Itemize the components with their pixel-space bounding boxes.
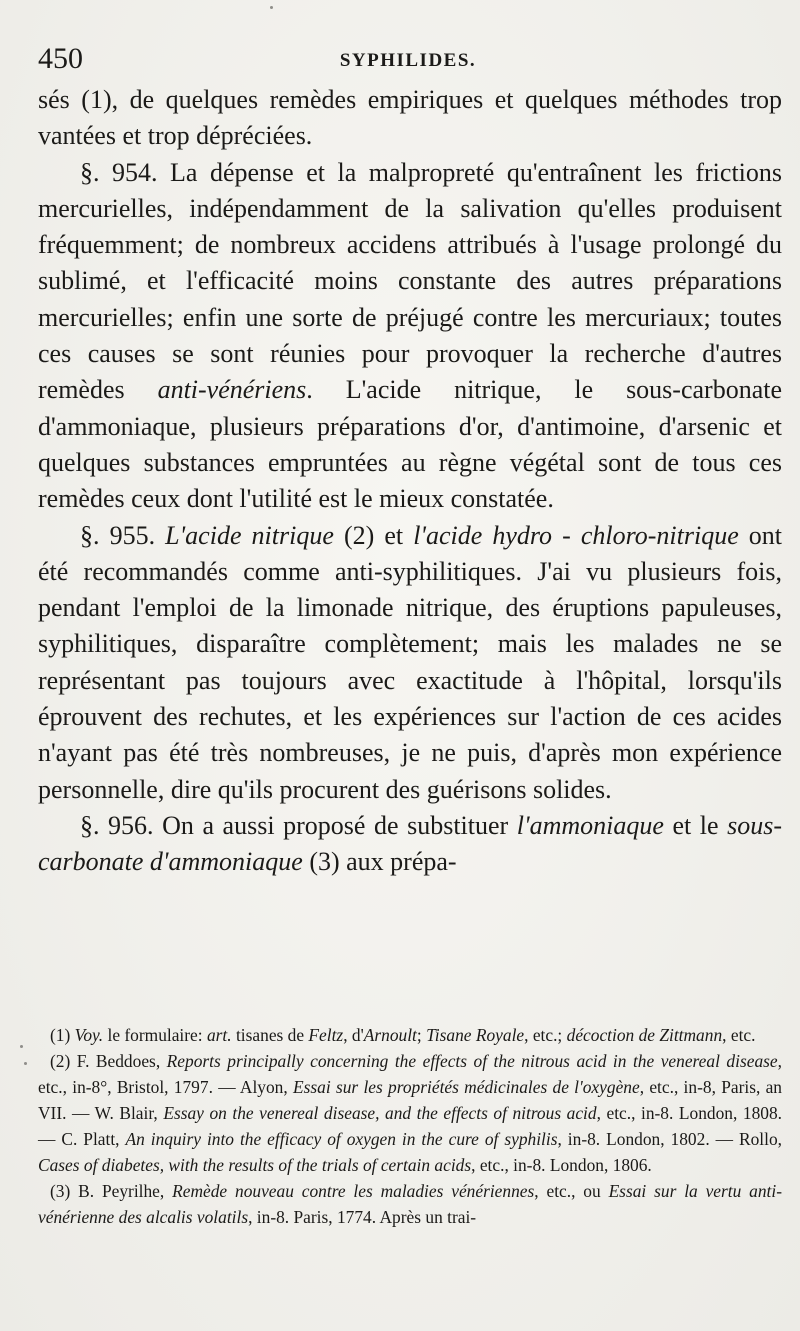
paper-speck: [270, 6, 273, 9]
paragraph-956: §. 956. On a aussi proposé de substituer l'ammoniaque et le sous-carbonate d'ammoniaque (3) aux prépa-: [38, 810, 783, 877]
section-number: §. 955.: [80, 520, 156, 550]
footnote-2: (2) F. Beddoes, Reports principally concerning the effects of the nitrous acid in the venereal disease, etc., in-8°, Bristol, 1797. — Alyon, Essai sur les propriétés médicinales de l'oxygène, etc., in-8, Paris, an VII. — W. Blair, Essay on the venereal disease, and the effects of nitrous acid, etc., in-8. London, 1808. — C. Platt, An inquiry into the efficacy of oxygen in the cure of syphilis, in-8. London, 1802. — Rollo, Cases of diabetes, with the results of the trials of certain acids, etc., in-8. London, 1806.: [38, 1051, 783, 1175]
page-number: 450: [38, 42, 83, 75]
body-text: [38, 82, 782, 881]
running-title: SYPHILIDES.: [339, 50, 477, 71]
paper-speck: [24, 1062, 27, 1065]
paragraph-954: §. 954. La dépense et la malpropreté qu'entraînent les frictions mercurielles, indépendamment de la salivation qu'elles produisent fréquemment; de nombreux accidens attribués à l'usage prolongé du sublimé, et l'efficacité moins constante des autres préparations mercurielles; enfin une sorte de préjugé contre les mercuriaux; toutes ces causes se sont réunies pour provoquer la recherche d'autres remèdes anti-vénériens. L'acide nitrique, le sous-carbonate d'ammoniaque, plusieurs préparations d'or, d'antimoine, d'arsenic et quelques substances empruntées au règne végétal sont de tous ces remèdes ceux dont l'utilité est le mieux constatée.: [38, 157, 783, 514]
footnote-3: (3) B. Peyrilhe, Remède nouveau contre les maladies vénériennes, etc., ou Essai sur la vertu anti-vénérienne des alcalis volatils, in-8. Paris, 1774. Après un trai-: [38, 1181, 783, 1227]
paragraph-continuation: sés (1), de quelques remèdes empiriques et quelques méthodes trop vantées et trop dépréciées.: [38, 85, 782, 151]
running-head: [38, 42, 778, 78]
footnote-1: (1) Voy. le formulaire: art. tisanes de Feltz, d'Arnoult; Tisane Royale, etc.; décoction de Zittmann, etc.: [50, 1025, 756, 1045]
section-number: §. 956.: [80, 810, 154, 840]
paper-speck: [20, 1045, 23, 1048]
paragraph-955: §. 955. L'acide nitrique (2) et l'acide hydro - chloro-nitrique ont été recommandés comme anti-syphilitiques. J'ai vu plusieurs fois, pendant l'emploi de la limonade nitrique, des éruptions papuleuses, syphilitiques, disparaître complètement; mais les malades ne se représentant pas toujours avec exactitude à l'hôpital, lorsqu'ils éprouvent des rechutes, et les expériences sur l'action de ces acides n'ayant pas été très nombreuses, je ne puis, d'après mon expérience personnelle, dire qu'ils procurent des guérisons solides.: [38, 520, 783, 804]
section-number: §. 954.: [80, 157, 158, 187]
footnotes: [38, 1022, 782, 1230]
